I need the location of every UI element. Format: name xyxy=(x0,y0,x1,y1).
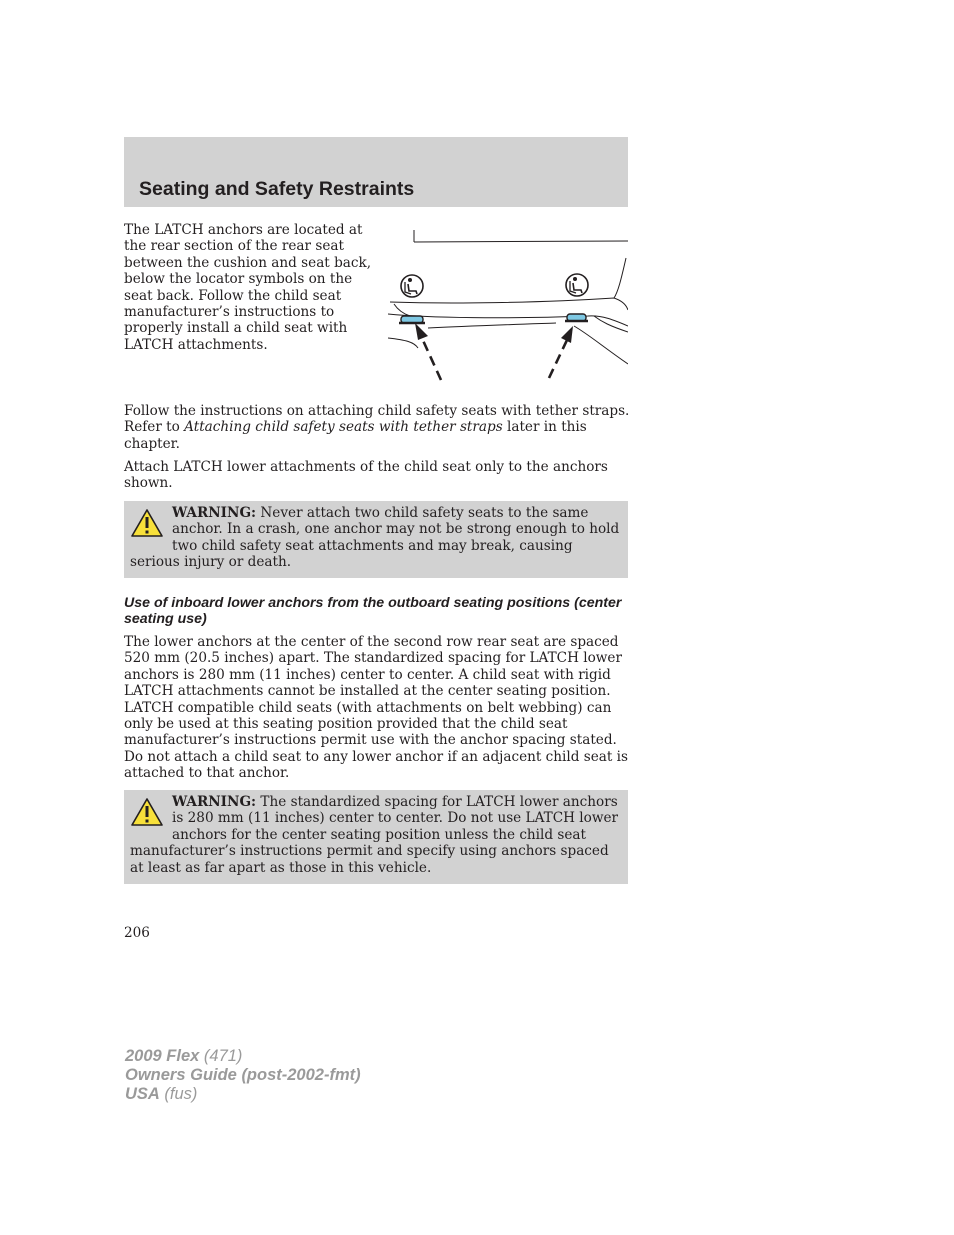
tether-paragraph xyxy=(124,403,630,452)
warning-box xyxy=(124,790,628,884)
latch-anchor-illustration xyxy=(388,230,628,382)
tether-text: Follow the instructions on attaching child safety seats with tether straps. Refer to xyxy=(124,403,630,436)
child-seat-locator-icon xyxy=(566,274,588,296)
warning-label: WARNING: xyxy=(172,794,257,810)
document-footer xyxy=(125,1047,361,1104)
attach-paragraph: Attach LATCH lower attachments of the child seat only to the anchors shown. xyxy=(124,459,608,492)
warning-text xyxy=(130,505,620,571)
footer-model: 2009 Flex xyxy=(125,1047,200,1065)
warning-triangle-icon xyxy=(130,508,164,538)
warning-box xyxy=(124,501,628,578)
warning-triangle-icon xyxy=(130,797,164,827)
child-seat-locator-icon xyxy=(401,275,423,297)
intro-paragraph: The LATCH anchors are located at the rear section of the rear seat between the cushion and seat back, below the locator symbols on the seat back. Follow the child seat manufacturer’s instructions to properly install a child seat with LATCH attachments. xyxy=(124,222,372,353)
subsection-body: The lower anchors at the center of the second row rear seat are spaced 520 mm (20.5 inches) apart. The standardized spacing for LATCH lower anchors is 280 mm (11 inches) center to center. A child seat with rigid LATCH attachments cannot be installed at the center seating position. LATCH compatible child seats (with attachments on belt webbing) can only be used at this seating position provided that the child seat manufacturer’s instructions permit use with the anchor spacing stated. Do not attach a child seat to any lower anchor if an adjacent child seat is attached to that anchor. xyxy=(124,634,628,782)
anchor-bar-icon xyxy=(399,316,425,323)
arrow-icon xyxy=(549,326,573,378)
subsection-heading: Use of inboard lower anchors from the outboard seating positions (center seating use) xyxy=(124,595,622,628)
warning-body: The standardized spacing for LATCH lower anchors is 280 mm (11 inches) center to center. Do not use LATCH lower anchors for the center seating position unless the child seat manufacturer’s instructions permit and specify using anchors spaced at least as far apart as those in this vehicle. xyxy=(130,794,619,876)
footer-model-code: (471) xyxy=(199,1047,243,1065)
tether-text-end: later in this chapter. xyxy=(124,419,587,452)
section-header xyxy=(124,137,628,207)
footer-guide: Owners Guide (post-2002-fmt) xyxy=(125,1066,361,1084)
footer-market-code: (fus) xyxy=(159,1085,198,1103)
footer-line-model xyxy=(125,1047,361,1066)
footer-line-market xyxy=(125,1085,361,1104)
warning-body: Never attach two child safety seats to the same anchor. In a crash, one anchor may not be strong enough to hold two child safety seat attachments and may break, causing serious injury or death. xyxy=(130,505,620,571)
anchor-bar-icon xyxy=(565,314,588,321)
section-title: Seating and Safety Restraints xyxy=(139,178,415,200)
warning-label: WARNING: xyxy=(172,505,257,521)
footer-market: USA xyxy=(125,1085,160,1103)
page-number: 206 xyxy=(124,925,150,941)
arrow-icon xyxy=(415,323,441,380)
warning-text xyxy=(130,794,620,876)
tether-cross-reference: Attaching child safety seats with tether straps xyxy=(184,419,503,436)
